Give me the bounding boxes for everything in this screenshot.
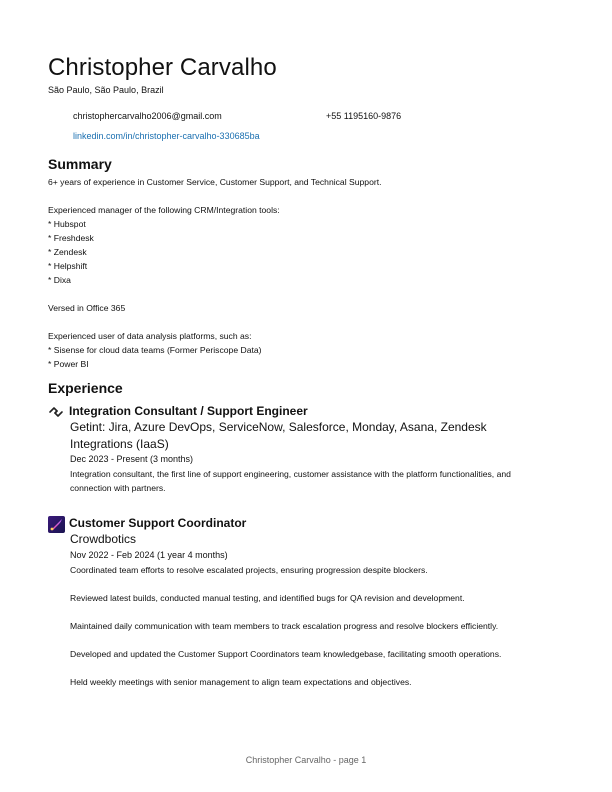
- job-description-paragraph: Reviewed latest builds, conducted manual testing, and identified bugs for QA revision and development.: [70, 593, 465, 603]
- summary-line: Versed in Office 365: [48, 303, 126, 313]
- job-description-paragraph: Maintained daily communication with team members to track escalation progress and resolve blockers efficiently.: [70, 621, 499, 631]
- summary-text: [48, 175, 382, 371]
- job-company: Getint: Jira, Azure DevOps, ServiceNow, Salesforce, Monday, Asana, Zendesk Integrations (IaaS): [70, 420, 487, 451]
- job-description: [70, 467, 540, 509]
- summary-line: * Hubspot: [48, 219, 86, 229]
- summary-line: [48, 189, 382, 203]
- experience-heading: Experience: [48, 380, 123, 396]
- summary-line: * Helpshift: [48, 261, 88, 271]
- job-title: Customer Support Coordinator: [69, 516, 247, 530]
- candidate-location: São Paulo, São Paulo, Brazil: [48, 85, 164, 95]
- summary-line: [48, 287, 382, 301]
- candidate-name: Christopher Carvalho: [48, 54, 277, 81]
- page-footer: Christopher Carvalho - page 1: [245, 755, 367, 765]
- summary-line: * Freshdesk: [48, 233, 94, 243]
- summary-line: Experienced manager of the following CRM/Integration tools:: [48, 205, 280, 215]
- job-description-paragraph: Developed and updated the Customer Support Coordinators team knowledgebase, facilitating smooth operations.: [70, 649, 502, 659]
- job-description: [70, 563, 540, 703]
- summary-line: [48, 315, 382, 329]
- job-dates: Dec 2023 - Present (3 months): [70, 454, 194, 464]
- linkedin-link[interactable]: linkedin.com/in/christopher-carvalho-330685ba: [73, 131, 260, 141]
- job-dates: Nov 2022 - Feb 2024 (1 year 4 months): [70, 550, 228, 560]
- getint-logo-icon: [48, 404, 64, 420]
- job-company: Crowdbotics: [70, 532, 137, 546]
- job-description-paragraph: Integration consultant, the first line of support engineering, customer assistance with the platform functionalities, and connection with partners.: [70, 469, 511, 493]
- job-description-paragraph: Coordinated team efforts to resolve escalated projects, ensuring progression despite blockers.: [70, 565, 428, 575]
- crowdbotics-logo-icon: [48, 516, 65, 533]
- summary-line: * Power BI: [48, 359, 89, 369]
- summary-heading: Summary: [48, 156, 112, 172]
- contact-phone: +55 1195160-9876: [326, 111, 402, 121]
- summary-line: 6+ years of experience in Customer Service, Customer Support, and Technical Support.: [48, 177, 382, 187]
- summary-line: Experienced user of data analysis platforms, such as:: [48, 331, 252, 341]
- summary-line: * Zendesk: [48, 247, 87, 257]
- contact-email: christophercarvalho2006@gmail.com: [73, 111, 222, 121]
- job-title: Integration Consultant / Support Engineer: [69, 404, 308, 418]
- summary-line: * Dixa: [48, 275, 71, 285]
- job-description-paragraph: Held weekly meetings with senior management to align team expectations and objectives.: [70, 677, 412, 687]
- summary-line: * Sisense for cloud data teams (Former Periscope Data): [48, 345, 262, 355]
